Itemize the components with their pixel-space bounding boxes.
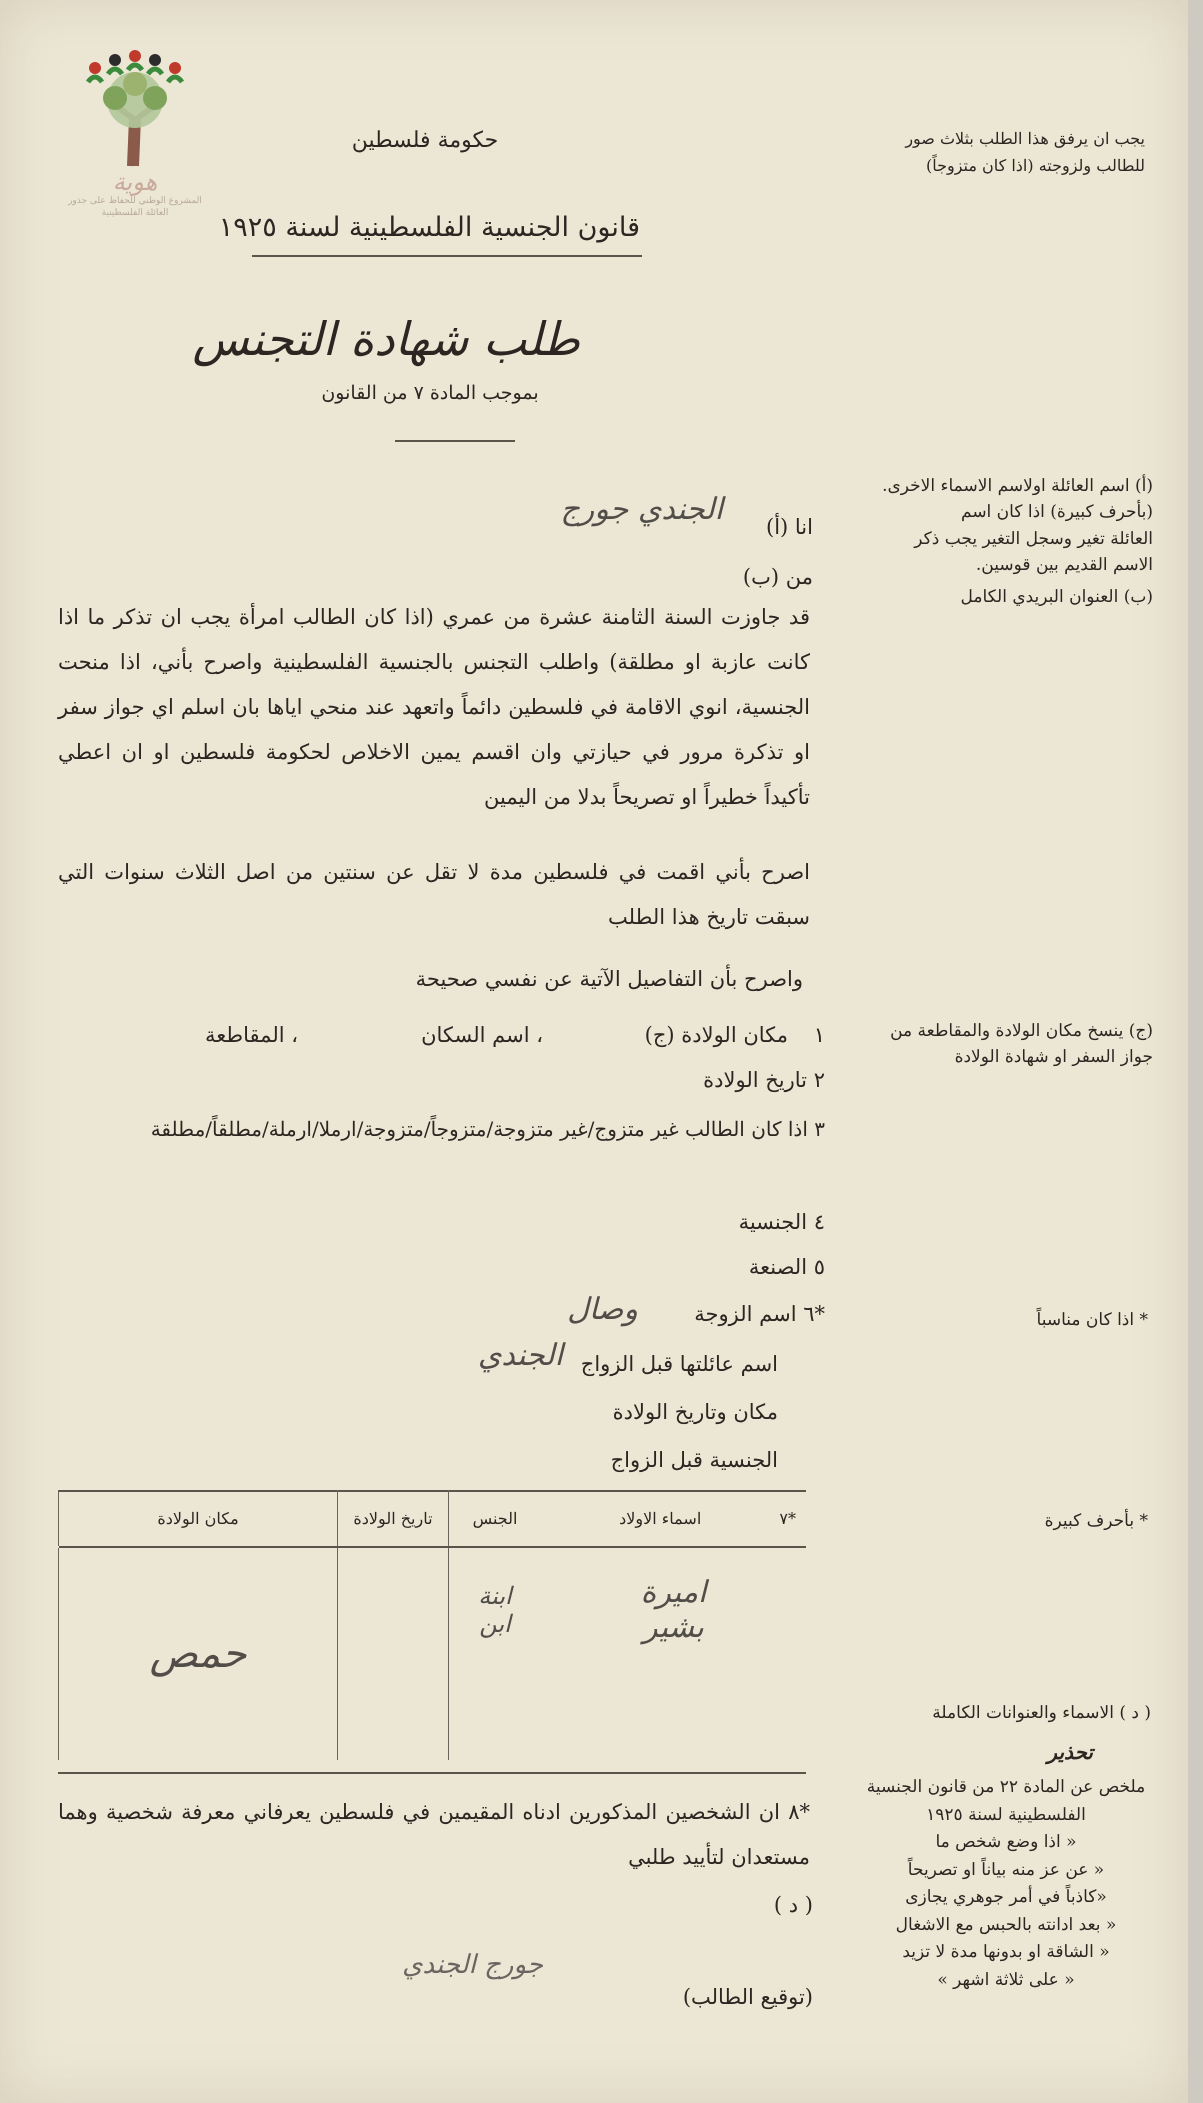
- page-edge: [1188, 0, 1203, 2103]
- photo-note: يجب ان يرفق هذا الطلب بثلاث صور للطالب ولزوجته (اذا كان متزوجاً): [905, 129, 1145, 176]
- law-title-underline: [252, 255, 642, 257]
- child-birthdate: [338, 1610, 449, 1760]
- note-a-line: الاسم القديم بين قوسين.: [975, 555, 1153, 576]
- item8-referees: *٨ ان الشخصين المذكورين ادناه المقيمين في فلسطين يعرفاني معرفة شخصية وهما مستعدان لتأييد طلبي: [58, 1800, 810, 1869]
- note-c: [890, 1018, 1153, 1071]
- item3-marital-status: ٣ اذا كان الطالب غير متزوج/غير متزوجة/متزوجاً/متزوجة/ارملا/ارملة/مطلقاً/مطلقة: [150, 1117, 825, 1141]
- details-statement: واصرح بأن التفاصيل الآتية عن نفسي صحيحة: [415, 967, 803, 991]
- note-b: (ب) العنوان البريدي الكامل: [960, 587, 1153, 608]
- child-sex: [449, 1610, 542, 1760]
- residence-paragraph: اصرح بأني اقمت في فلسطين مدة لا تقل عن سنتين من اصل الثلاث سنوات التي سبقت تاريخ هذا الطلب: [58, 860, 810, 929]
- warning-line: « بعد ادانته بالحبس مع الاشغال: [895, 1914, 1117, 1935]
- table-header-row: [59, 1490, 807, 1546]
- handwritten-applicant-name: الجندي جورج: [560, 492, 723, 527]
- warning-line: « الشاقة او بدونها مدة لا تزيد: [902, 1942, 1110, 1963]
- i-am-label: انا (أ): [766, 515, 813, 539]
- title-divider: [395, 440, 515, 442]
- note-c-line: (ج) ينسخ مكان الولادة والمقاطعة من: [890, 1021, 1153, 1041]
- item6-birth-label: مكان وتاريخ الولادة: [612, 1400, 778, 1424]
- handwritten-signature: جورج الجندي: [402, 1950, 543, 1980]
- header-names: [541, 1490, 806, 1546]
- header-birthdate: تاريخ الولادة: [338, 1490, 449, 1546]
- child-sex: [449, 1548, 542, 1610]
- law-title: قانون الجنسية الفلسطينية لسنة ١٩٢٥: [218, 212, 640, 243]
- hawiya-logo: [70, 48, 200, 218]
- child-birthplace: [59, 1548, 338, 1760]
- form-title: طلب شهادة التجنس: [192, 312, 580, 366]
- item4-nationality: ٤ الجنسية: [738, 1210, 825, 1234]
- item6-nationality-label: الجنسية قبل الزواج: [610, 1448, 778, 1472]
- item1-birthplace: مكان الولادة (ج): [644, 1023, 788, 1047]
- child-name-value: بشير: [643, 1610, 704, 1645]
- tree-people-icon: [70, 48, 200, 168]
- child-name: [541, 1610, 806, 1760]
- declaration-paragraph: قد جاوزت السنة الثامنة عشرة من عمري (اذا كان الطالب امرأة يجب ان تذكر ما اذا كانت عازبة او مطلقة) واطلب التجنس بالجنسية الفلسطينية واصرح بأني، اذا منحت الجنسية، انوي الاقامة في فلسطين دائماً واتعهد عند منحي اياها بان اسلم اي جواز سفر او تذكرة مرور في حيازتي وان اقسم يمين الاخلاص لحكومة فلسطين او ان اعطي تأكيداً خطيراً او تصريحاً بدلا من اليمين: [58, 605, 810, 809]
- handwritten-maiden-name: الجندي: [477, 1338, 563, 1373]
- child-sex-value: ابنة: [478, 1582, 512, 1610]
- note-capitals: * بأحرف كبيرة: [1044, 1511, 1148, 1531]
- item6-maiden-label: اسم عائلتها قبل الزواج: [580, 1352, 778, 1376]
- item2-birthdate: ٢ تاريخ الولادة: [703, 1068, 825, 1092]
- table-row: [59, 1548, 807, 1610]
- item1-district: ، المقاطعة: [205, 1023, 298, 1047]
- header-sex: الجنس: [449, 1490, 542, 1546]
- warning-line: « عن عز منه بياناً او تصريحاً: [907, 1859, 1105, 1880]
- note-a-line: (أ) اسم العائلة اولاسم الاسماء الاخرى.: [882, 476, 1153, 496]
- form-subtitle: بموجب المادة ٧ من القانون: [321, 382, 539, 404]
- from-label: من (ب): [742, 565, 813, 589]
- note-if-applicable: * اذا كان مناسباً: [1036, 1310, 1148, 1330]
- warning-line: « على ثلاثة اشهر »: [937, 1969, 1075, 1990]
- child-birthdate: [338, 1548, 449, 1610]
- warning-title: تحذير: [1047, 1740, 1093, 1764]
- header-names-label: اسماء الاولاد: [619, 1508, 702, 1528]
- item5-profession: ٥ الصنعة: [748, 1255, 825, 1279]
- signature-label: (توقيع الطالب): [682, 1985, 813, 2009]
- header-birthplace: مكان الولادة: [59, 1490, 338, 1546]
- warning-line: « اذا وضع شخص ما: [935, 1832, 1077, 1853]
- note-c-line: جواز السفر او شهادة الولادة: [954, 1047, 1153, 1068]
- item1-residence: ، اسم السكان: [421, 1023, 543, 1047]
- header-num: *٧: [779, 1508, 796, 1528]
- handwritten-wife-name: وصال: [567, 1292, 638, 1327]
- table-bottom-rule: [58, 1772, 806, 1774]
- child-sex-value: ابن: [479, 1610, 511, 1638]
- note-a-line: (بأحرف كبيرة) اذا كان اسم: [961, 502, 1153, 523]
- children-table: [58, 1490, 806, 1760]
- note-a: [882, 473, 1153, 611]
- note-a-line: العائلة تغير وسجل التغير يجب ذكر: [914, 528, 1153, 549]
- government-heading: حكومة فلسطين: [351, 128, 499, 153]
- warning-line: «كاذباً في أمر جوهري يجازى: [905, 1887, 1107, 1908]
- item1-num: ١: [813, 1023, 825, 1047]
- child-name: [541, 1548, 806, 1610]
- child-name-value: اميرة: [640, 1575, 707, 1610]
- d-label: ( د ): [773, 1893, 813, 1917]
- item6-wife-label: *٦ اسم الزوجة: [694, 1302, 825, 1326]
- warning-text: [861, 1774, 1151, 1994]
- warning-line: ملخص عن المادة ٢٢ من قانون الجنسية: [866, 1777, 1146, 1797]
- warning-line: الفلسطينية لسنة ١٩٢٥: [926, 1804, 1086, 1825]
- note-d: ( د ) الاسماء والعنوانات الكاملة: [932, 1703, 1151, 1723]
- logo-subtitle: المشروع الوطني للحفاظ على جذور العائلة الفلسطينية: [68, 196, 202, 218]
- logo-text: هوية: [112, 168, 158, 196]
- child-birthplace-value: حمص: [149, 1631, 247, 1677]
